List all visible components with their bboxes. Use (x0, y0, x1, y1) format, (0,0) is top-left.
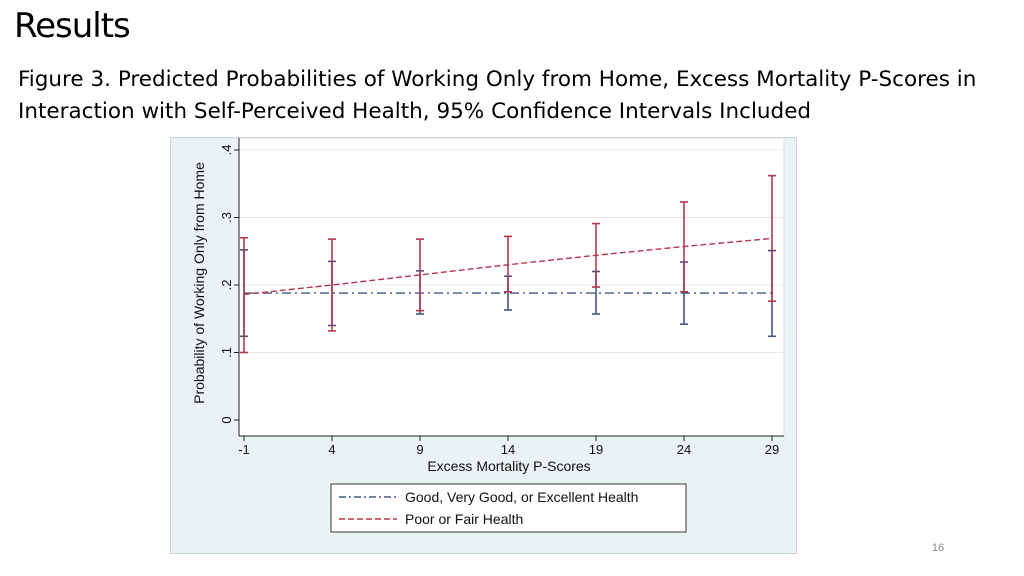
y-tick-label: .4 (219, 144, 234, 156)
chart-svg (171, 138, 796, 553)
x-axis-ticks (238, 436, 779, 457)
x-tick-label: 19 (588, 442, 604, 457)
x-tick-label: 9 (416, 442, 424, 457)
x-tick-label: -1 (238, 442, 250, 457)
x-tick-label: 29 (764, 442, 780, 457)
x-tick-label: 14 (500, 442, 516, 457)
x-tick-label: 4 (328, 442, 336, 457)
y-tick-label: .3 (219, 212, 234, 223)
y-axis-ticks (219, 145, 239, 424)
x-axis-label: Excess Mortality P-Scores (427, 458, 591, 474)
chart-panel (170, 137, 797, 554)
plot-area (239, 138, 784, 436)
y-tick-label: .1 (219, 347, 234, 358)
slide-title: Results (14, 6, 130, 46)
slide-number: 16 (931, 542, 945, 554)
legend-label-poor-health: Poor or Fair Health (405, 511, 524, 527)
figure-caption: Figure 3. Predicted Probabilities of Working Only from Home, Excess Mortality P-Scores in Interaction with Self-Perceived Health, 95% Confidence Intervals Included (18, 67, 977, 124)
y-tick-label: .2 (219, 279, 234, 291)
x-tick-label: 24 (676, 442, 692, 457)
legend-label-good-health: Good, Very Good, or Excellent Health (405, 489, 639, 505)
y-tick-label: 0 (219, 416, 234, 424)
y-axis-label: Probability of Working Only from Home (191, 162, 207, 404)
